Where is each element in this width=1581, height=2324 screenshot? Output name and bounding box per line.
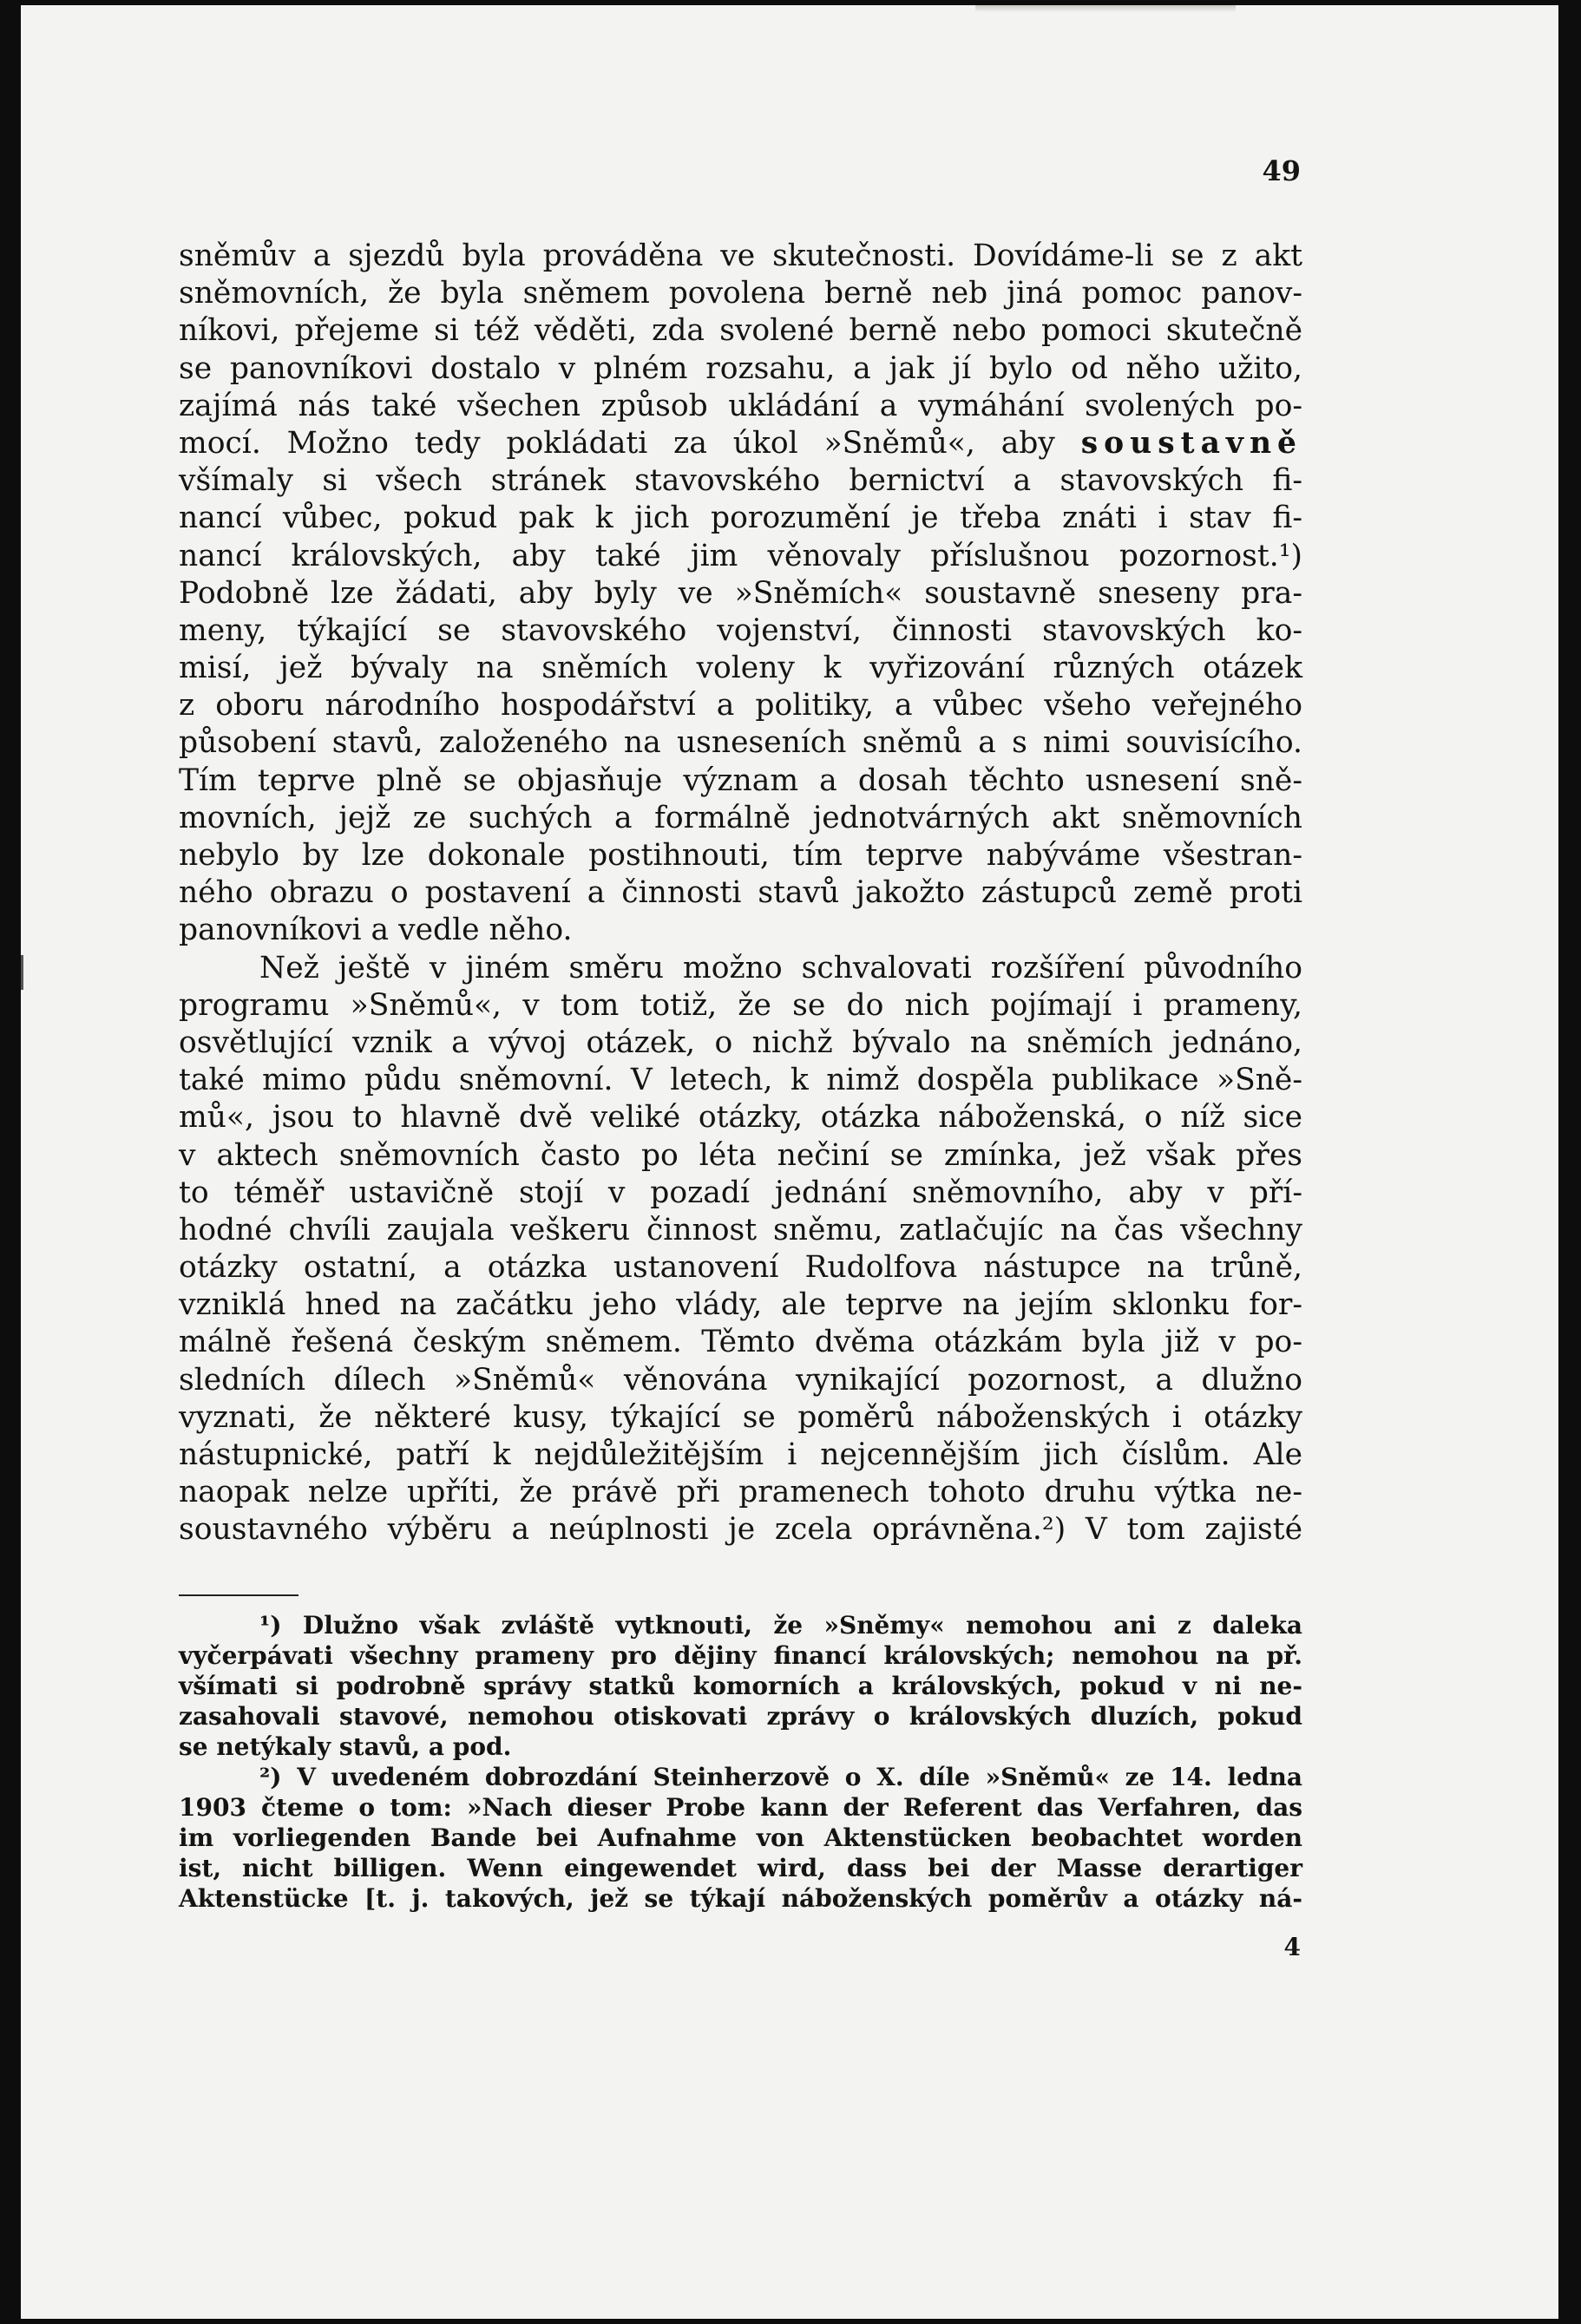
footnote-line: zasahovali stavové, nemohou otiskovati zprávy o královských dluzích, pokud: [179, 1702, 1302, 1731]
signature-mark: 4: [1283, 1933, 1301, 1961]
text-line: nebylo by lze dokonale postihnouti, tím teprve nabýváme všestran-: [179, 838, 1302, 873]
text-line: nástupnické, patří k nejdůležitějším i nejcennějším jich číslům. Ale: [179, 1437, 1302, 1472]
scan-edge-mark: [21, 955, 23, 990]
text-line: mů«, jsou to hlavně dvě veliké otázky, otázka náboženská, o níž sice: [179, 1100, 1302, 1136]
text-line: ného obrazu o postavení a činnosti stavů jakožto zástupců země proti: [179, 875, 1302, 911]
scan-shadow: [975, 5, 1236, 12]
footnote-line: Aktenstücke [t. j. takových, jež se týkají náboženských poměrův a otázky ná-: [179, 1884, 1302, 1913]
footnote-line: 1903 čteme o tom: »Nach dieser Probe kann der Referent das Verfahren, das: [179, 1793, 1302, 1822]
text-line: nancí vůbec, pokud pak k jich porozumění je třeba znáti i stav fi-: [179, 501, 1302, 536]
body-text: [179, 238, 1302, 1549]
text-line: [179, 425, 1302, 462]
text-line: meny, týkající se stavovského vojenství, činnosti stavovských ko-: [179, 612, 1302, 648]
text-line: zajímá nás také všechen způsob ukládání a vymáhání svolených po-: [179, 388, 1302, 423]
footnote-divider: [179, 1594, 298, 1596]
footnote-last-line: se netýkaly stavů, a pod.: [179, 1732, 512, 1761]
text-segment: mocí. Možno tedy pokládati za úkol »Sněmů«, aby: [179, 425, 1081, 461]
text-line: Podobně lze žádati, aby byly ve »Sněmích« soustavně sneseny pra-: [179, 575, 1302, 611]
text-line: působení stavů, založeného na usneseních sněmů a s nimi souvisícího.: [179, 725, 1302, 761]
text-line: v aktech sněmovních často po léta nečiní se zmínka, jež však přes: [179, 1137, 1302, 1173]
text-line: sněmovních, že byla sněmem povolena berně neb jiná pomoc panov-: [179, 276, 1302, 311]
page-number: 49: [1262, 154, 1301, 187]
footnote-line: ist, nicht billigen. Wenn eingewendet wird, dass bei der Masse derartiger: [179, 1854, 1302, 1882]
text-line: osvětlující vznik a vývoj otázek, o nichž bývalo na sněmích jednáno,: [179, 1025, 1302, 1060]
text-line: naopak nelze upříti, že právě při pramenech tohoto druhu výtka ne-: [179, 1475, 1302, 1510]
footnote-line: vyčerpávati všechny prameny pro dějiny financí královských; nemohou na př.: [179, 1641, 1302, 1670]
text-line: se panovníkovi dostalo v plném rozsahu, a jak jí bylo od něho užito,: [179, 350, 1302, 386]
text-line: to téměř ustavičně stojí v pozadí jednání sněmovního, aby v pří-: [179, 1175, 1302, 1210]
footnotes: [179, 1610, 1302, 1914]
text-line: vyznati, že některé kusy, týkající se poměrů náboženských i otázky: [179, 1399, 1302, 1435]
text-line: hodné chvíli zaujala veškeru činnost sněmu, zatlačujíc na čas všechny: [179, 1212, 1302, 1247]
text-line: movních, jejž ze suchých a formálně jednotvárných akt sněmovních: [179, 800, 1302, 835]
paragraph-last-line: panovníkovi a vedle něho.: [179, 913, 573, 948]
text-line: sněmův a sjezdů byla prováděna ve skutečnosti. Dovídáme-li se z akt: [179, 239, 1302, 273]
footnote-first-line: ¹) Dlužno však zvláště vytknouti, že »Sněmy« nemohou ani z daleka: [259, 1611, 1302, 1640]
footnote-line: všímati si podrobně správy statků komorních a královských, pokud v ni ne-: [179, 1672, 1302, 1700]
paragraph-first-line: Než ještě v jiném směru možno schvalovati rozšíření původního: [259, 950, 1302, 985]
book-page: [21, 5, 1558, 2319]
footnote-first-line: ²) V uvedeném dobrozdání Steinherzově o X. díle »Sněmů« ze 14. ledna: [259, 1763, 1302, 1791]
emphasis-spaced-word: soustavně: [1080, 425, 1302, 461]
text-line: misí, jež bývaly na sněmích voleny k vyřizování různých otázek: [179, 651, 1302, 686]
text-line: také mimo půdu sněmovní. V letech, k nimž dospěla publikace »Sně-: [179, 1063, 1302, 1098]
text-line: Tím teprve plně se objasňuje význam a dosah těchto usnesení sně-: [179, 763, 1302, 798]
text-line: sledních dílech »Sněmů« věnována vynikající pozornost, a dlužno: [179, 1362, 1302, 1398]
text-line: z oboru národního hospodářství a politiky, a vůbec všeho veřejného: [179, 688, 1302, 723]
text-line: vzniklá hned na začátku jeho vlády, ale teprve na jejím sklonku for-: [179, 1287, 1302, 1323]
text-line: všímaly si všech stránek stavovského bernictví a stavovských fi-: [179, 463, 1302, 499]
text-line: soustavného výběru a neúplnosti je zcela oprávněna.²) V tom zajisté: [179, 1512, 1302, 1548]
text-line: níkovi, přejeme si též věděti, zda svolené berně nebo pomoci skutečně: [179, 313, 1302, 349]
text-line: nancí královských, aby také jim věnovaly příslušnou pozornost.¹): [179, 538, 1302, 573]
text-line: málně řešená českým sněmem. Těmto dvěma otázkám byla již v po-: [179, 1325, 1302, 1360]
text-line: programu »Sněmů«, v tom totiž, že se do nich pojímají i prameny,: [179, 987, 1302, 1023]
footnote-line: im vorliegenden Bande bei Aufnahme von Aktenstücken beobachtet worden: [179, 1823, 1302, 1852]
text-line: otázky ostatní, a otázka ustanovení Rudolfova nástupce na trůně,: [179, 1250, 1302, 1286]
